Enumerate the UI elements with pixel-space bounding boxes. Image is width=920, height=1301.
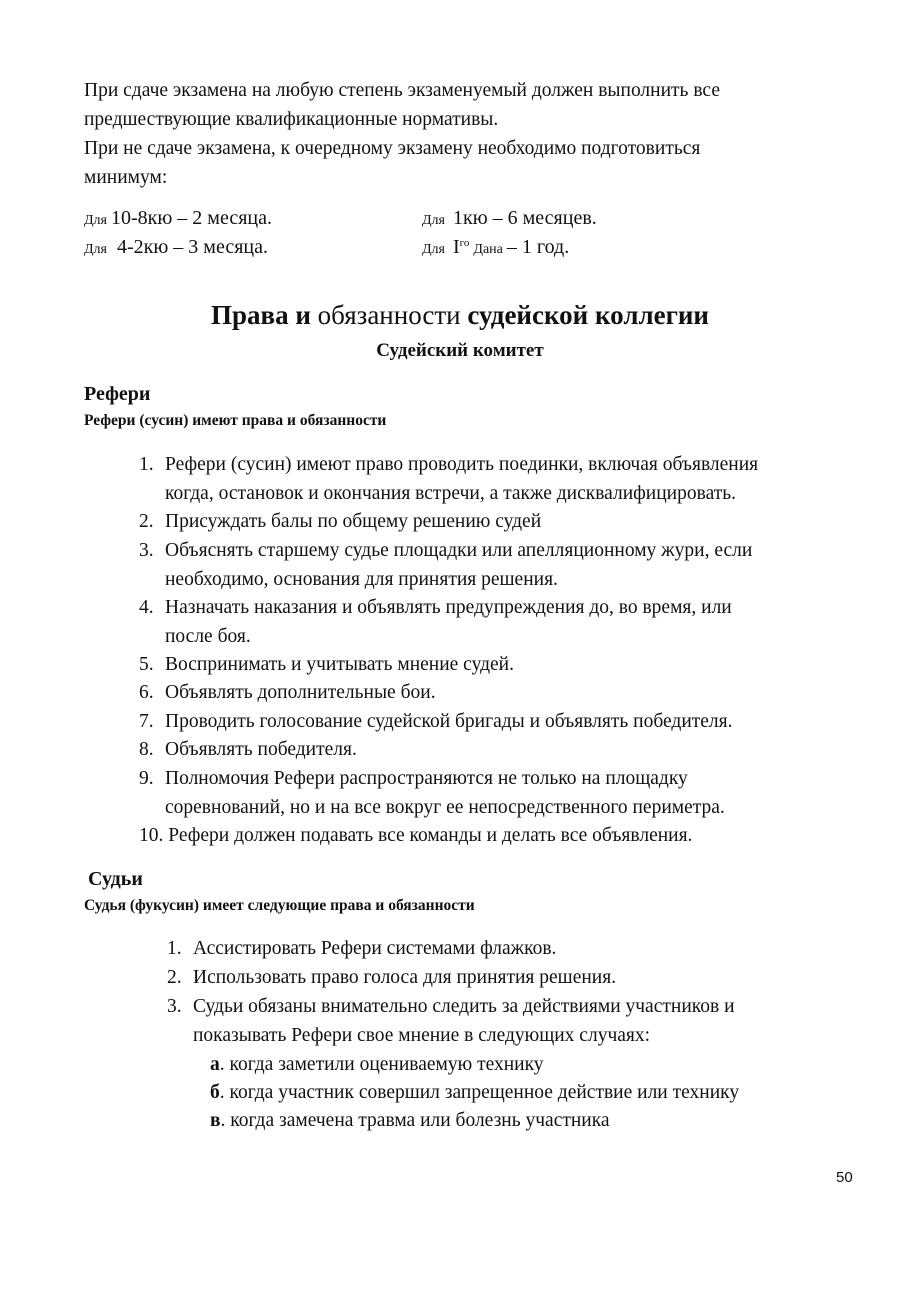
referee-item-4: [139, 593, 732, 651]
judges-case-a: [210, 1050, 544, 1079]
item-text: Объявлять дополнительные бои.: [165, 682, 436, 703]
item-text: Назначать наказания и объявлять предупреждения до, во время, или: [165, 597, 732, 618]
case-text: . когда участник совершил запрещенное действие или технику: [219, 1082, 740, 1103]
period-text: 1кю – 6 месяцев.: [452, 207, 597, 229]
page-subtitle: Судейский комитет: [376, 340, 544, 361]
item-text-cont: когда, остановок и окончания встречи, а также дисквалифицировать.: [165, 483, 737, 504]
judges-item-2: [167, 963, 616, 992]
item-number: 1.: [167, 938, 182, 959]
title-part-1: Права и: [211, 300, 311, 330]
referee-heading: Рефери: [84, 383, 151, 405]
case-letter: а: [210, 1054, 220, 1075]
period-1dan: [422, 236, 569, 259]
period-small: Дана: [473, 242, 503, 257]
case-letter: в: [210, 1110, 221, 1131]
case-text: . когда замечена травма или болезнь участника: [220, 1110, 610, 1131]
title-part-2: обязанности: [317, 300, 461, 330]
item-text: Рефери должен подавать все команды и делать все объявления.: [168, 825, 693, 846]
period-prefix: Для: [422, 213, 445, 228]
referee-item-1: [139, 450, 758, 508]
judges-item-3: [167, 992, 735, 1050]
referee-item-3: [139, 536, 752, 594]
period-prefix: Для: [422, 242, 445, 257]
item-number: 7.: [139, 711, 154, 732]
intro-line-1: При сдаче экзамена на любую степень экзаменуемый должен выполнить все: [84, 80, 720, 101]
referee-item-7: [139, 707, 733, 736]
item-text: Ассистировать Рефери системами флажков.: [193, 938, 557, 959]
period-10-8kyu: [84, 207, 272, 230]
item-text-cont: соревнований, но и на все вокруг ее непосредственного периметра.: [165, 797, 725, 818]
judges-subheading: Судья (фукусин) имеет следующие права и обязанности: [84, 897, 475, 914]
title-part-3: судейской коллегии: [467, 300, 709, 330]
item-number: 8.: [139, 739, 154, 760]
item-text: Объяснять старшему судье площадки или апелляционному жури, если: [165, 540, 753, 561]
item-number: 3.: [167, 996, 182, 1017]
referee-item-6: [139, 678, 436, 707]
intro-line-2: предшествующие квалификационные нормативы.: [84, 109, 499, 130]
period-1kyu: [422, 207, 597, 230]
item-number: 4.: [139, 597, 154, 618]
period-text: 4-2кю – 3 месяца.: [116, 236, 268, 258]
item-text: Использовать право голоса для принятия решения.: [193, 967, 617, 988]
period-prefix: Для: [84, 242, 107, 257]
case-letter: б: [210, 1082, 220, 1103]
intro-line-4: минимум:: [84, 167, 168, 188]
item-text: Воспринимать и учитывать мнение судей.: [165, 654, 514, 675]
judges-item-1: [167, 934, 556, 963]
period-text: 10-8кю – 2 месяца.: [110, 207, 272, 229]
period-prefix: Для: [84, 213, 107, 228]
item-number: 9.: [139, 768, 154, 789]
item-number: 2.: [139, 511, 154, 532]
period-4-2kyu: [84, 236, 268, 259]
period-sup: го: [459, 237, 470, 249]
item-number: 5.: [139, 654, 154, 675]
item-text-cont: после боя.: [165, 626, 251, 647]
item-text: Присуждать балы по общему решению судей: [165, 511, 542, 532]
referee-item-9: [139, 764, 725, 822]
item-text: Рефери (сусин) имеют право проводить поединки, включая объявления: [165, 454, 759, 475]
referee-item-10: [139, 821, 692, 850]
period-text: – 1 год.: [506, 236, 570, 258]
item-number: 3.: [139, 540, 154, 561]
item-text: Проводить голосование судейской бригады и объявлять победителя.: [165, 711, 733, 732]
item-text-cont: необходимо, основания для принятия решения.: [165, 569, 558, 590]
judges-case-b: [210, 1078, 739, 1107]
referee-subheading: Рефери (сусин) имеют права и обязанности: [84, 412, 387, 429]
referee-item-8: [139, 735, 357, 764]
judges-case-c: [210, 1106, 610, 1135]
referee-item-5: [139, 650, 514, 679]
case-text: . когда заметили оцениваемую технику: [219, 1054, 544, 1075]
item-text-cont: показывать Рефери свое мнение в следующих случаях:: [193, 1025, 651, 1046]
item-text: Судьи обязаны внимательно следить за действиями участников и: [193, 996, 735, 1017]
intro-line-3: При не сдаче экзамена, к очередному экзамену необходимо подготовиться: [84, 138, 701, 159]
item-number: 1.: [139, 454, 154, 475]
item-text: Полномочия Рефери распространяются не только на площадку: [165, 768, 688, 789]
item-number: 2.: [167, 967, 182, 988]
referee-item-2: [139, 507, 541, 536]
item-number: 6.: [139, 682, 154, 703]
judges-heading: Судьи: [88, 868, 143, 890]
item-number: 10.: [139, 825, 164, 846]
item-text: Объявлять победителя.: [165, 739, 357, 760]
page-number: 50: [836, 1169, 853, 1186]
page-title: [0, 300, 920, 331]
period-roman: I: [452, 236, 460, 258]
